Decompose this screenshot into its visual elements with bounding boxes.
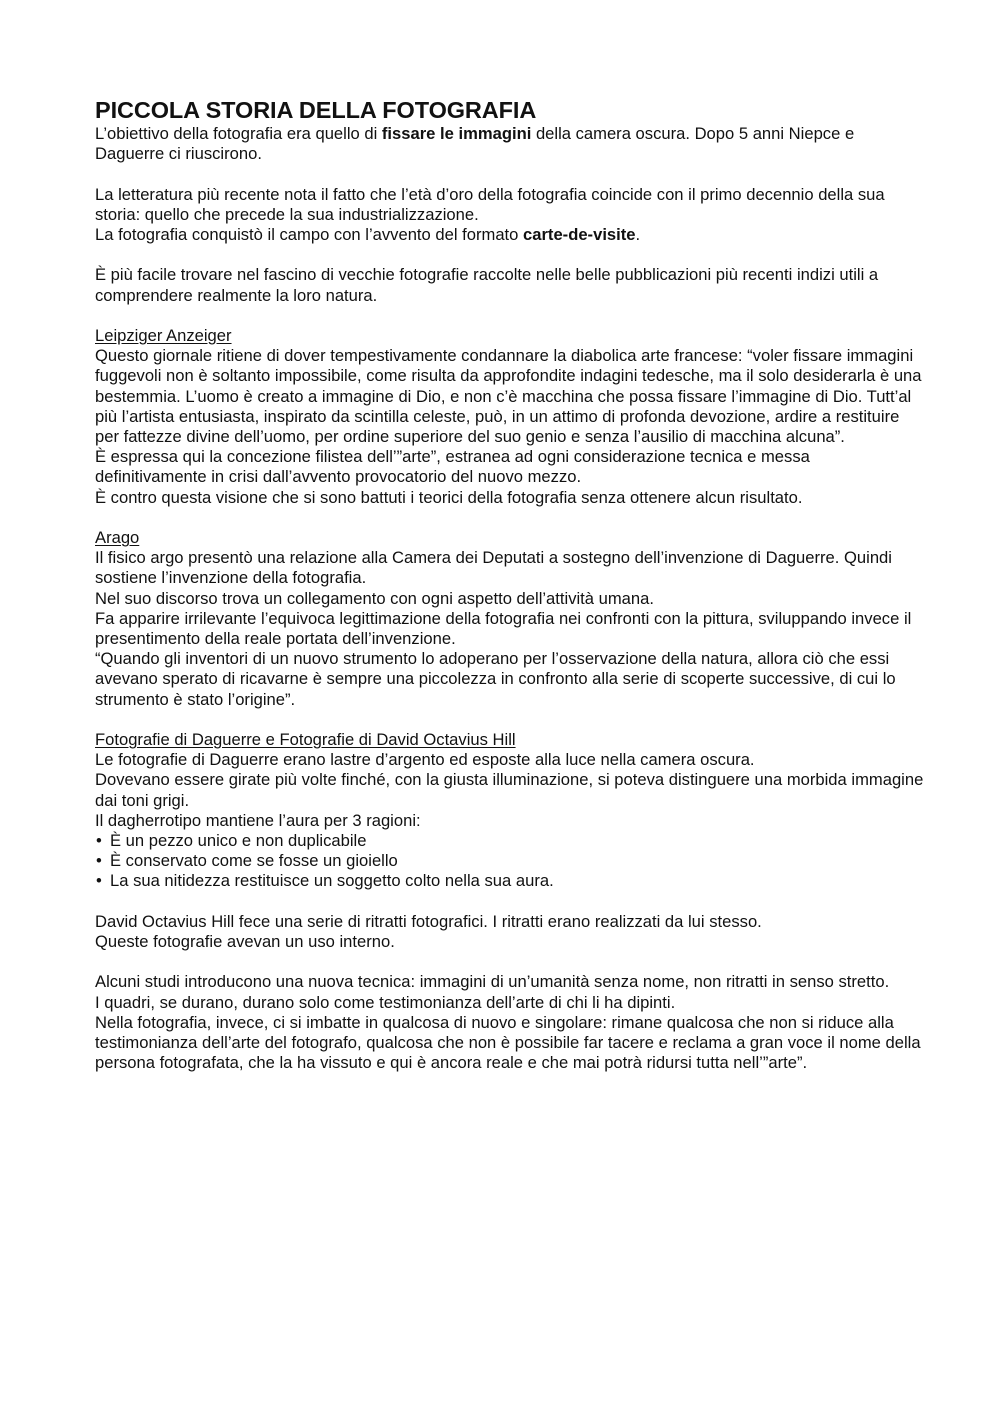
intro-paragraph-2: La letteratura più recente nota il fatto che l’età d’oro della fotografia coincide con il primo decennio della sua storia: quello che precede la sua industrializzazione.	[95, 184, 885, 224]
bold-phrase: fissare le immagini	[381, 124, 532, 143]
arago-paragraph-2: Nel suo discorso trova un collegamento con ogni aspetto dell’attività umana.	[95, 588, 654, 608]
bullet-icon: •	[96, 851, 102, 871]
closing-paragraph-2: I quadri, se durano, durano solo come testimonianza dell’arte di chi li ha dipinti.	[95, 992, 676, 1012]
bullet-icon: •	[96, 831, 102, 851]
closing-paragraph-1: Alcuni studi introducono una nuova tecnica: immagini di un’umanità senza nome, non ritratti in senso stretto.	[95, 972, 890, 992]
intro-text: L’obiettivo della fotografia era quello di	[95, 124, 382, 143]
list-item-text: È conservato come se fosse un gioiello	[110, 851, 398, 871]
paragraph-gap	[95, 508, 925, 528]
document-page	[95, 96, 925, 1073]
leipziger-paragraph-3: È contro questa visione che si sono battuti i teorici della fotografia senza ottenere alcun risultato.	[95, 487, 803, 507]
hill-paragraph-1: David Octavius Hill fece una serie di ritratti fotografici. I ritratti erano realizzati da lui stesso.	[95, 911, 762, 931]
section-heading-leipziger: Leipziger Anzeiger	[95, 325, 232, 345]
paragraph-gap	[95, 164, 925, 184]
closing-paragraph-3: Nella fotografia, invece, ci si imbatte in qualcosa di nuovo e singolare: rimane qualcosa che non si riduce alla testimonianza dell’arte del fotografo, qualcosa che non è possibile far tacere e reclama a gran voce il nome della persona fotografata, che la ha vissuto e qui è ancora reale e che mai potrà ridursi tutta nell’”arte”.	[95, 1012, 921, 1073]
paragraph-gap	[95, 245, 925, 265]
aura-reasons-list	[95, 831, 925, 892]
list-item-text: La sua nitidezza restituisce un soggetto colto nella sua aura.	[110, 871, 554, 891]
intro-text: La fotografia conquistò il campo con l’avvento del formato	[95, 225, 523, 244]
arago-paragraph-3: Fa apparire irrilevante l’equivoca legittimazione della fotografia nei confronti con la pittura, sviluppando invece il presentimento della reale portata dell’invenzione.	[95, 608, 912, 649]
list-item	[95, 871, 925, 891]
list-item	[95, 851, 925, 871]
section-heading-daguerre-hill: Fotografie di Daguerre e Fotografie di David Octavius Hill	[95, 730, 516, 750]
leipziger-paragraph-2: È espressa qui la concezione filistea dell’”arte”, estranea ad ogni considerazione tecnica e messa definitivamente in crisi dall’avvento provocatorio del nuovo mezzo.	[95, 447, 810, 487]
daguerre-paragraph-3: Il dagherrotipo mantiene l’aura per 3 ragioni:	[95, 810, 421, 830]
intro-text: della camera oscura. Dopo 5 anni Niepce e Daguerre ci riuscirono.	[95, 124, 855, 164]
list-item-text: È un pezzo unico e non duplicabile	[110, 831, 367, 851]
paragraph-gap	[95, 952, 925, 972]
intro-text: .	[635, 225, 641, 244]
bullet-icon: •	[96, 871, 102, 891]
daguerre-paragraph-2: Dovevano essere girate più volte finché, con la giusta illuminazione, si poteva distinguere una morbida immagine dai toni grigi.	[95, 770, 924, 810]
intro-paragraph-1	[95, 124, 925, 164]
hill-paragraph-2: Queste fotografie avevan un uso interno.	[95, 932, 395, 952]
intro-paragraph-4: È più facile trovare nel fascino di vecchie fotografie raccolte nelle belle pubblicazioni più recenti indizi utili a comprendere realmente la loro natura.	[95, 265, 879, 305]
intro-paragraph-3	[95, 225, 925, 245]
arago-paragraph-1: Il fisico argo presentò una relazione alla Camera dei Deputati a sostegno dell’invenzione di Daguerre. Quindi sostiene l’invenzione della fotografia.	[95, 548, 892, 588]
bold-phrase: carte-de-visite	[523, 225, 636, 244]
arago-paragraph-4: “Quando gli inventori di un nuovo strumento lo adoperano per l’osservazione della natura, allora ciò che essi avevano sperato di ricavarne è sempre una piccolezza in confronto alla serie di scoperte successive, di cui lo strumento è stato l’origine”.	[95, 649, 896, 709]
section-heading-arago: Arago	[95, 528, 140, 547]
paragraph-gap	[95, 892, 925, 912]
page-title: PICCOLA STORIA DELLA FOTOGRAFIA	[95, 97, 537, 123]
paragraph-gap	[95, 710, 925, 730]
leipziger-paragraph-1: Questo giornale ritiene di dover tempestivamente condannare la diabolica arte francese: “voler fissare immagini fuggevoli non è soltanto impossibile, come risulta da approfondite indagini tedesche, ma il solo desiderarla è una bestemmia. L’uomo è creato a immagine di Dio, e non c’è macchina che possa fissare l’immagine di Dio. Tutt’al più l’artista entusiasta, inspirato da scintilla celeste, può, in un attimo di profonda devozione, ardire a restituire per fattezze divine dell’uomo, per ordine superiore del suo genio e senza l’ausilio di macchina alcuna”.	[95, 346, 922, 446]
list-item	[95, 831, 925, 851]
daguerre-paragraph-1: Le fotografie di Daguerre erano lastre d’argento ed esposte alla luce nella camera oscura.	[95, 750, 755, 770]
paragraph-gap	[95, 306, 925, 326]
